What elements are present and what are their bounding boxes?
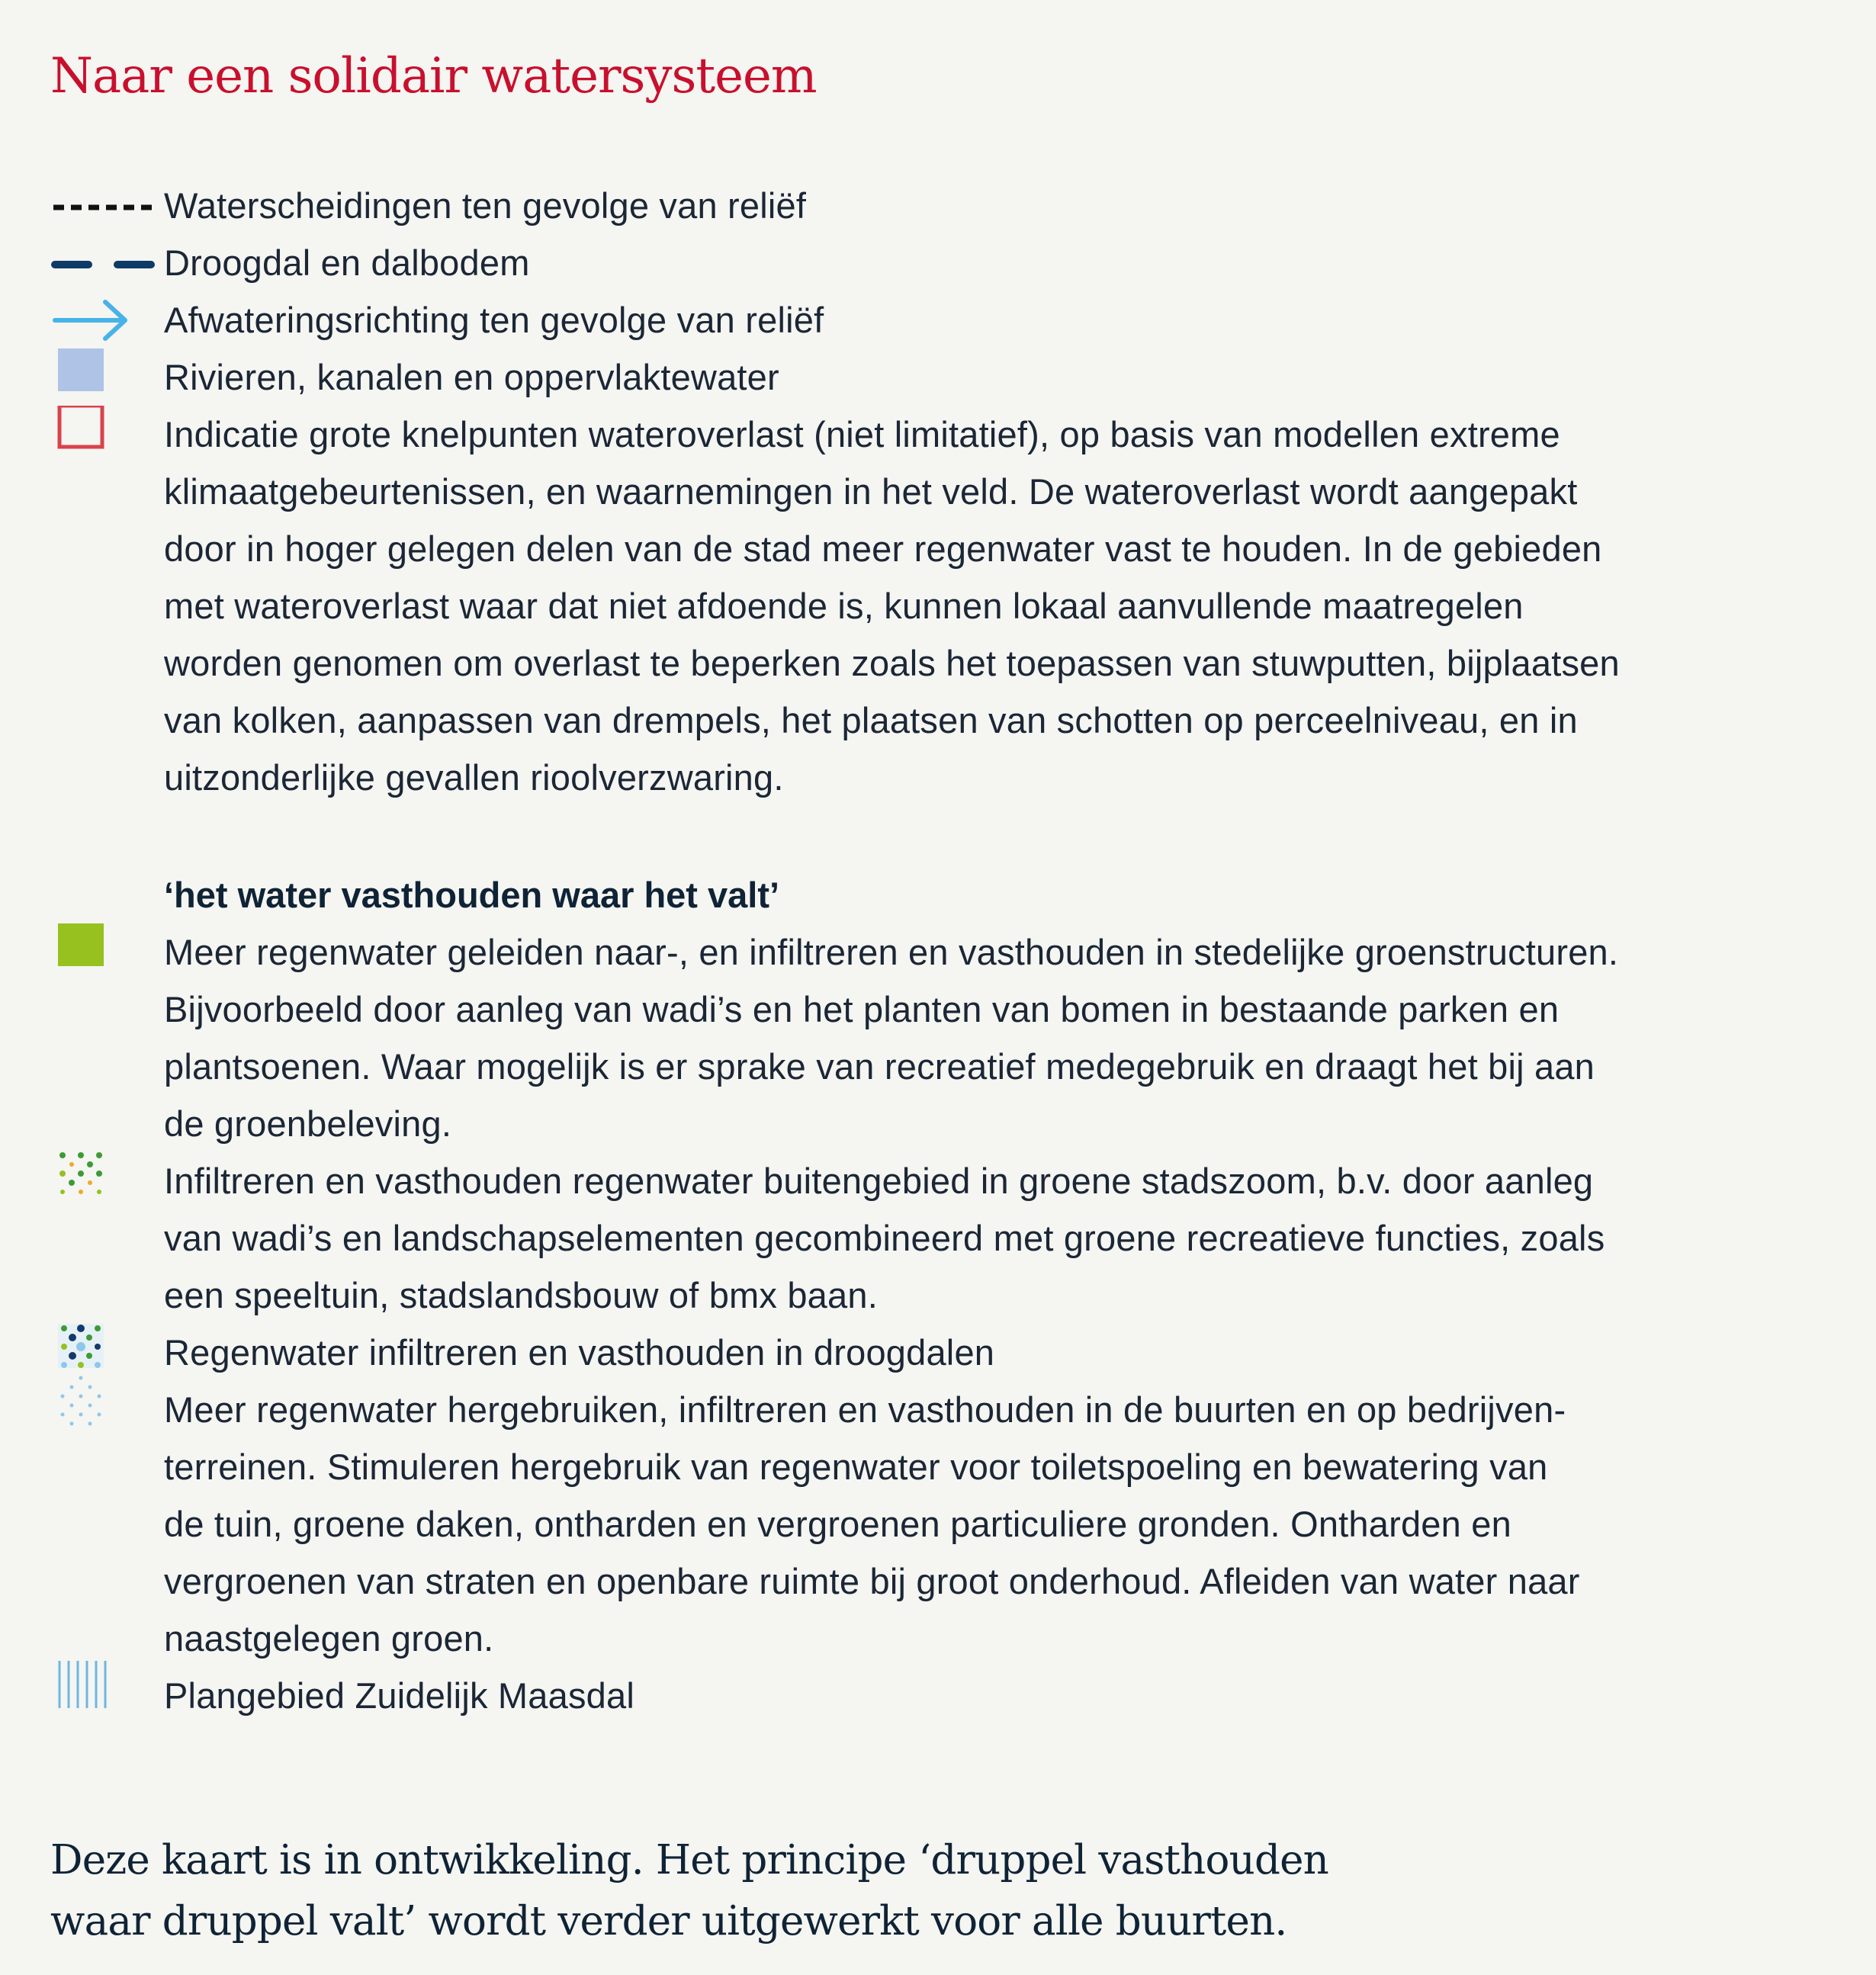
legend-item-line: een speeltuin, stadslandsbouw of bmx baan. xyxy=(164,1275,878,1315)
legend-item-label: Rivieren, kanalen en oppervlaktewater xyxy=(164,357,779,397)
blue-vertical-lines-icon xyxy=(50,1661,157,1722)
legend-item-line: van wadi’s en landschapselementen gecombineerd met groene recreatieve functies, zoals xyxy=(164,1218,1605,1258)
green-square-icon xyxy=(50,923,157,984)
legend-item-label: Waterscheidingen ten gevolge van reliëf xyxy=(164,185,807,226)
legend-item-line: met wateroverlast waar dat niet afdoende is, kunnen lokaal aanvullende maatregelen xyxy=(164,586,1524,626)
red-outline-square-icon xyxy=(50,406,157,467)
legend-item-line: naastgelegen groen. xyxy=(164,1618,494,1659)
light-blue-arrow-icon xyxy=(50,291,157,352)
legend-section-heading: ‘het water vasthouden waar het valt’ xyxy=(164,875,780,915)
legend-item-label: Afwateringsrichting ten gevolge van reliëf xyxy=(164,300,824,340)
footer-line: waar druppel valt’ wordt verder uitgewerkt voor alle buurten. xyxy=(50,1898,1287,1944)
navy-dashed-line-icon xyxy=(50,234,157,295)
legend-item-line: Infiltreren en vasthouden regenwater buitengebied in groene stadszoom, b.v. door aanleg xyxy=(164,1161,1594,1201)
legend-item-line: Meer regenwater hergebruiken, infiltreren en vasthouden in de buurten en op bedrijven- xyxy=(164,1389,1566,1430)
light-blue-dots-icon xyxy=(50,1375,157,1436)
green-dots-icon xyxy=(50,1152,157,1213)
legend-item-line: Meer regenwater geleiden naar-, en infiltreren en vasthouden in stedelijke groenstructuren. xyxy=(164,932,1619,972)
legend-item-line: van kolken, aanpassen van drempels, het plaatsen van schotten op perceelniveau, en in xyxy=(164,700,1578,740)
legend-item-label: Plangebied Zuidelijk Maasdal xyxy=(164,1675,634,1716)
footer-line: Deze kaart is in ontwikkeling. Het principe ‘druppel vasthouden xyxy=(50,1837,1328,1883)
legend-item-line: door in hoger gelegen delen van de stad meer regenwater vast te houden. In de gebieden xyxy=(164,528,1602,569)
legend-item-line: uitzonderlijke gevallen rioolverzwaring. xyxy=(164,757,784,798)
black-dotted-line-icon xyxy=(50,177,157,238)
legend-item-line: worden genomen om overlast te beperken zoals het toepassen van stuwputten, bijplaatsen xyxy=(164,643,1620,683)
footer-note xyxy=(50,1830,1328,1952)
legend-item-line: de groenbeleving. xyxy=(164,1103,452,1144)
legend-item-line: plantsoenen. Waar mogelijk is er sprake van recreatief medegebruik en draagt het bij aan xyxy=(164,1046,1595,1087)
legend-item-label: Regenwater infiltreren en vasthouden in droogdalen xyxy=(164,1332,995,1373)
legend-item-line: Bijvoorbeeld door aanleg van wadi’s en het planten van bomen in bestaande parken en xyxy=(164,989,1560,1029)
legend-item-line: Indicatie grote knelpunten wateroverlast (niet limitatief), op basis van modellen extreme xyxy=(164,414,1560,454)
legend-item-line: terreinen. Stimuleren hergebruik van regenwater voor toiletspoeling en bewatering van xyxy=(164,1447,1548,1487)
light-blue-square-icon xyxy=(50,348,157,409)
legend-item-line: vergroenen van straten en openbare ruimte bij groot onderhoud. Afleiden van water naar xyxy=(164,1561,1580,1601)
legend-item-line: de tuin, groene daken, ontharden en vergroenen particuliere gronden. Ontharden en xyxy=(164,1504,1511,1544)
map-legend-title: Naar een solidair watersysteem xyxy=(50,48,817,104)
legend-item-line: klimaatgebeurtenissen, en waarnemingen in het veld. De wateroverlast wordt aangepakt xyxy=(164,471,1578,512)
legend-item-label: Droogdal en dalbodem xyxy=(164,242,530,283)
